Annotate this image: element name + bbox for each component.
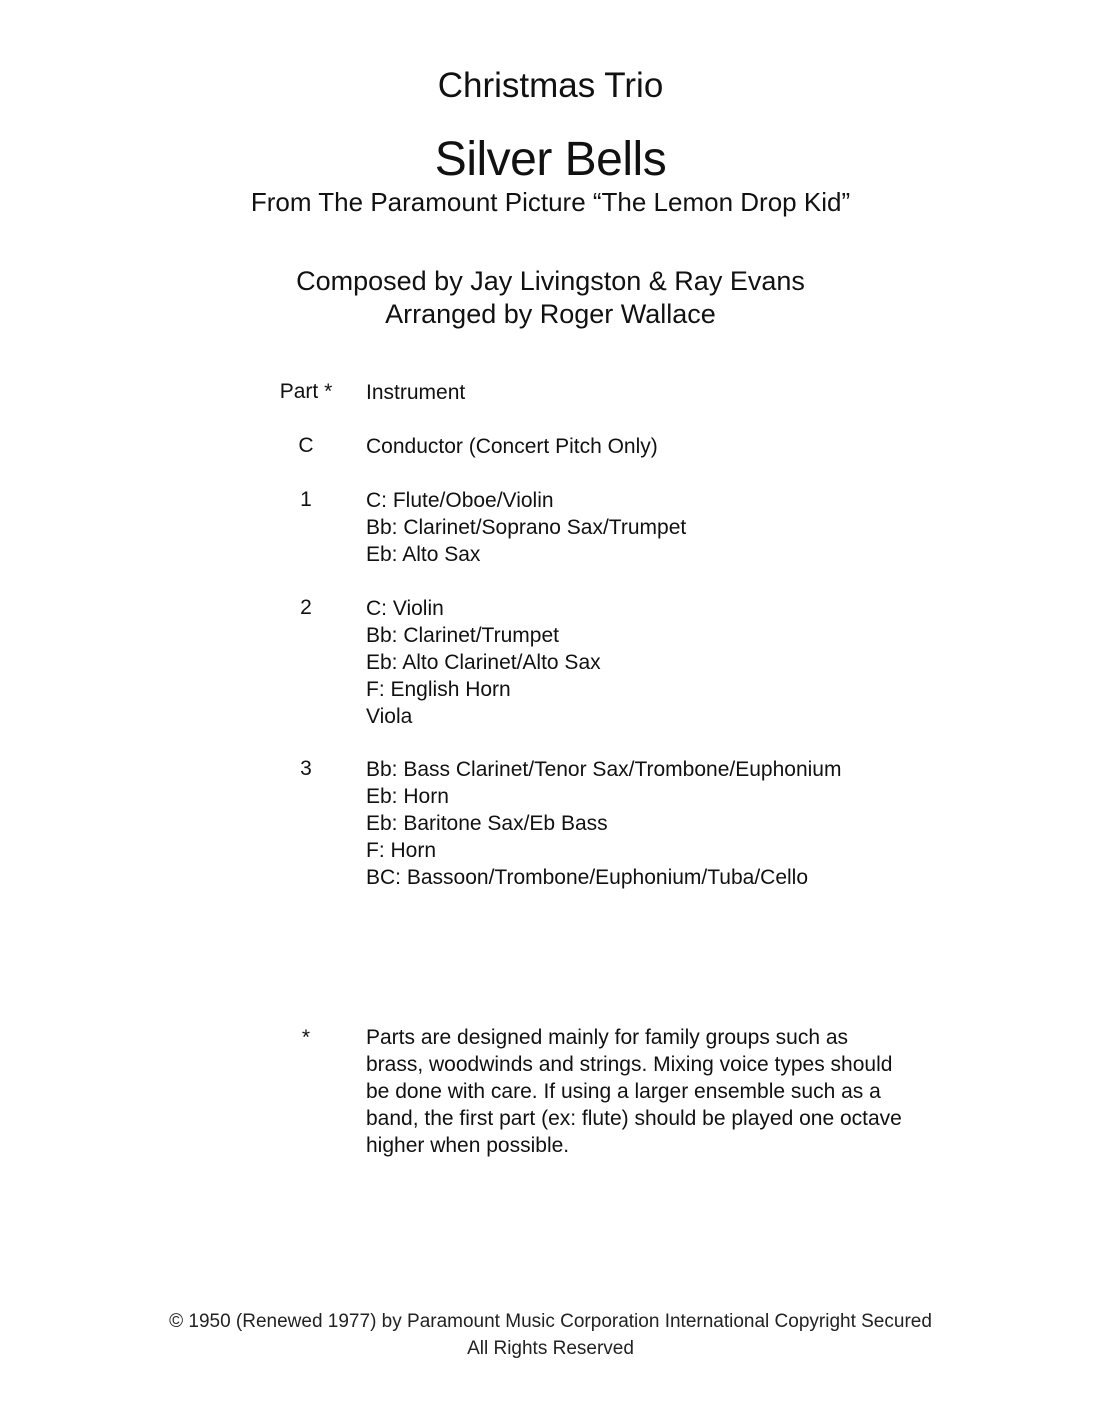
instrument-list-1	[366, 487, 686, 568]
song-title: Silver Bells	[434, 133, 667, 186]
instrument-list-2	[366, 595, 601, 730]
copyright-notice: © 1950 (Renewed 1977) by Paramount Music Corporation International Copyright Secured	[169, 1311, 932, 1332]
copyright-footer	[0, 1308, 1101, 1362]
instrument-line: Bb: Clarinet/Trumpet	[366, 624, 559, 647]
instrument-line: Eb: Alto Sax	[366, 543, 481, 566]
part-label-2: 2	[300, 596, 312, 619]
instrument-list-3	[366, 756, 841, 891]
part-label-1: 1	[300, 488, 312, 511]
instrument-list-c	[366, 433, 658, 460]
source-line: From The Paramount Picture “The Lemon Drop Kid”	[250, 187, 851, 217]
instrument-line: BC: Bassoon/Trombone/Euphonium/Tuba/Cello	[366, 866, 809, 889]
instrument-line: Eb: Horn	[366, 785, 449, 808]
instrument-line: Bb: Bass Clarinet/Tenor Sax/Trombone/Euphonium	[366, 758, 842, 781]
instrument-line: Eb: Alto Clarinet/Alto Sax	[366, 651, 601, 674]
footnote-mark: *	[301, 1026, 311, 1049]
footnote-text: Parts are designed mainly for family groups such as brass, woodwinds and strings. Mixing voice types should be done with care. If using a larger ensemble such as a band, the first part (ex: flute) should be played one octave higher when possible.	[366, 1026, 902, 1157]
instrument-line: C: Violin	[366, 597, 444, 620]
instrument-line: Eb: Baritone Sax/Eb Bass	[366, 812, 608, 835]
composer-credit: Composed by Jay Livingston & Ray Evans	[296, 266, 805, 296]
instrument-line: F: English Horn	[366, 678, 511, 701]
instrument-line: Bb: Clarinet/Soprano Sax/Trumpet	[366, 516, 687, 539]
instrument-line: Conductor (Concert Pitch Only)	[366, 435, 658, 458]
arranger-credit: Arranged by Roger Wallace	[385, 299, 716, 329]
part-column-header: Part *	[279, 380, 333, 403]
part-label-c: C	[298, 434, 314, 457]
instrument-column-header: Instrument	[366, 381, 466, 404]
instrument-line: F: Horn	[366, 839, 437, 862]
series-title: Christmas Trio	[437, 66, 664, 105]
rights-notice: All Rights Reserved	[467, 1338, 634, 1359]
part-label-3: 3	[300, 757, 312, 780]
instrument-line: Viola	[366, 705, 413, 728]
instrument-line: C: Flute/Oboe/Violin	[366, 489, 554, 512]
